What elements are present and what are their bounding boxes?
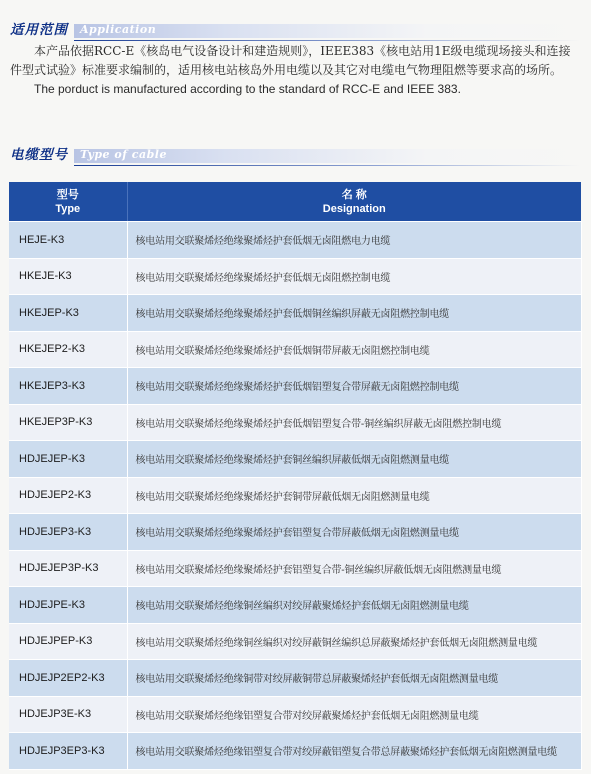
cell-type: HKEJEP3-K3 <box>9 368 127 405</box>
cell-type: HDJEJPEP-K3 <box>9 623 127 660</box>
cell-designation: 核电站用交联聚烯烃绝缘聚烯烃护套铜带屏蔽低烟无卤阻燃测量电缆 <box>127 477 581 514</box>
cell-designation: 核电站用交联聚烯烃绝缘铜丝编织对绞屏蔽铜丝编织总屏蔽聚烯烃护套低烟无卤阻燃测量电缆 <box>127 623 581 660</box>
application-title-en: Application <box>80 23 157 36</box>
table-row <box>9 587 581 624</box>
heading-underline <box>74 40 580 41</box>
application-intro <box>10 42 580 99</box>
header-designation-en: Designation <box>322 202 386 215</box>
table-row <box>9 550 581 587</box>
cell-type: HDJEJP3EP3-K3 <box>9 733 127 770</box>
cell-type: HKEJEP3P-K3 <box>9 404 127 441</box>
cell-type: HDJEJEP-K3 <box>9 441 127 478</box>
header-type-cn: 型号 <box>56 188 79 201</box>
cell-designation: 核电站用交联聚烯烃绝缘聚烯烃护套低烟无卤阻燃控制电缆 <box>127 258 581 295</box>
cell-type: HEJE-K3 <box>9 222 127 259</box>
cell-type: HDJEJEP3P-K3 <box>9 550 127 587</box>
cell-type: HKEJE-K3 <box>9 258 127 295</box>
cell-type: HDJEJP3E-K3 <box>9 696 127 733</box>
table-body <box>9 222 581 770</box>
cell-designation: 核电站用交联聚烯烃绝缘聚烯烃护套低烟铝塑复合带-铜丝编织屏蔽无卤阻燃控制电缆 <box>127 404 581 441</box>
cell-designation: 核电站用交联聚烯烃绝缘铜丝编织对绞屏蔽聚烯烃护套低烟无卤阻燃测量电缆 <box>127 587 581 624</box>
application-heading <box>10 18 580 38</box>
cell-designation: 核电站用交联聚烯烃绝缘聚烯烃护套铝塑复合带屏蔽低烟无卤阻燃测量电缆 <box>127 514 581 551</box>
header-designation-cn: 名 称 <box>341 188 367 201</box>
cell-type: HDJEJPE-K3 <box>9 587 127 624</box>
cell-type: HDJEJEP2-K3 <box>9 477 127 514</box>
cell-designation: 核电站用交联聚烯烃绝缘聚烯烃护套低烟铜丝编织屏蔽无卤阻燃控制电缆 <box>127 295 581 332</box>
header-designation <box>127 182 581 222</box>
table-row <box>9 660 581 697</box>
table-row <box>9 623 581 660</box>
cell-type: HDJEJEP3-K3 <box>9 514 127 551</box>
cell-designation: 核电站用交联聚烯烃绝缘聚烯烃护套铝塑复合带-铜丝编织屏蔽低烟无卤阻燃测量电缆 <box>127 550 581 587</box>
table-row <box>9 331 581 368</box>
table-row <box>9 222 581 259</box>
cell-type: HKEJEP2-K3 <box>9 331 127 368</box>
cell-type: HDJEJP2EP2-K3 <box>9 660 127 697</box>
header-type <box>9 182 127 222</box>
table-row <box>9 441 581 478</box>
heading-underline <box>74 165 580 166</box>
table-row <box>9 477 581 514</box>
table-row <box>9 404 581 441</box>
table-row <box>9 295 581 332</box>
cell-designation: 核电站用交联聚烯烃绝缘聚烯烃护套低烟无卤阻燃电力电缆 <box>127 222 581 259</box>
application-title-cn: 适用范围 <box>10 22 68 38</box>
intro-paragraph-en: The porduct is manufactured according to the standard of RCC-E and IEEE 383. <box>34 82 461 96</box>
cable-type-title-band <box>74 149 580 163</box>
cable-type-title-cn: 电缆型号 <box>10 147 68 163</box>
cable-type-table <box>9 182 582 770</box>
cable-type-title-en: Type of cable <box>80 148 167 161</box>
cell-designation: 核电站用交联聚烯烃绝缘聚烯烃护套铜丝编织屏蔽低烟无卤阻燃测量电缆 <box>127 441 581 478</box>
cell-designation: 核电站用交联聚烯烃绝缘铜带对绞屏蔽铜带总屏蔽聚烯烃护套低烟无卤阻燃测量电缆 <box>127 660 581 697</box>
cable-type-heading <box>10 143 580 163</box>
cell-designation: 核电站用交联聚烯烃绝缘铝塑复合带对绞屏蔽聚烯烃护套低烟无卤阻燃测量电缆 <box>127 696 581 733</box>
cell-designation: 核电站用交联聚烯烃绝缘聚烯烃护套低烟铜带屏蔽无卤阻燃控制电缆 <box>127 331 581 368</box>
cell-designation: 核电站用交联聚烯烃绝缘聚烯烃护套低烟铝塑复合带屏蔽无卤阻燃控制电缆 <box>127 368 581 405</box>
header-type-en: Type <box>55 202 81 215</box>
application-title-band <box>74 24 580 38</box>
table-row <box>9 258 581 295</box>
cell-type: HKEJEP-K3 <box>9 295 127 332</box>
table-row <box>9 368 581 405</box>
intro-paragraph-cn: 本产品依据RCC-E《核岛电气设备设计和建造规则》，IEEE383《核电站用1E级电缆现场接头和连接件型式试验》标准要求编制的，适用核电站核岛外用电缆以及其它对电缆电气物理阻燃等要求高的场所。 <box>10 44 571 77</box>
table-row <box>9 514 581 551</box>
table-header-row <box>9 182 581 222</box>
table-row <box>9 733 581 770</box>
table-row <box>9 696 581 733</box>
cell-designation: 核电站用交联聚烯烃绝缘铝塑复合带对绞屏蔽铝塑复合带总屏蔽聚烯烃护套低烟无卤阻燃测量电缆 <box>127 733 581 770</box>
